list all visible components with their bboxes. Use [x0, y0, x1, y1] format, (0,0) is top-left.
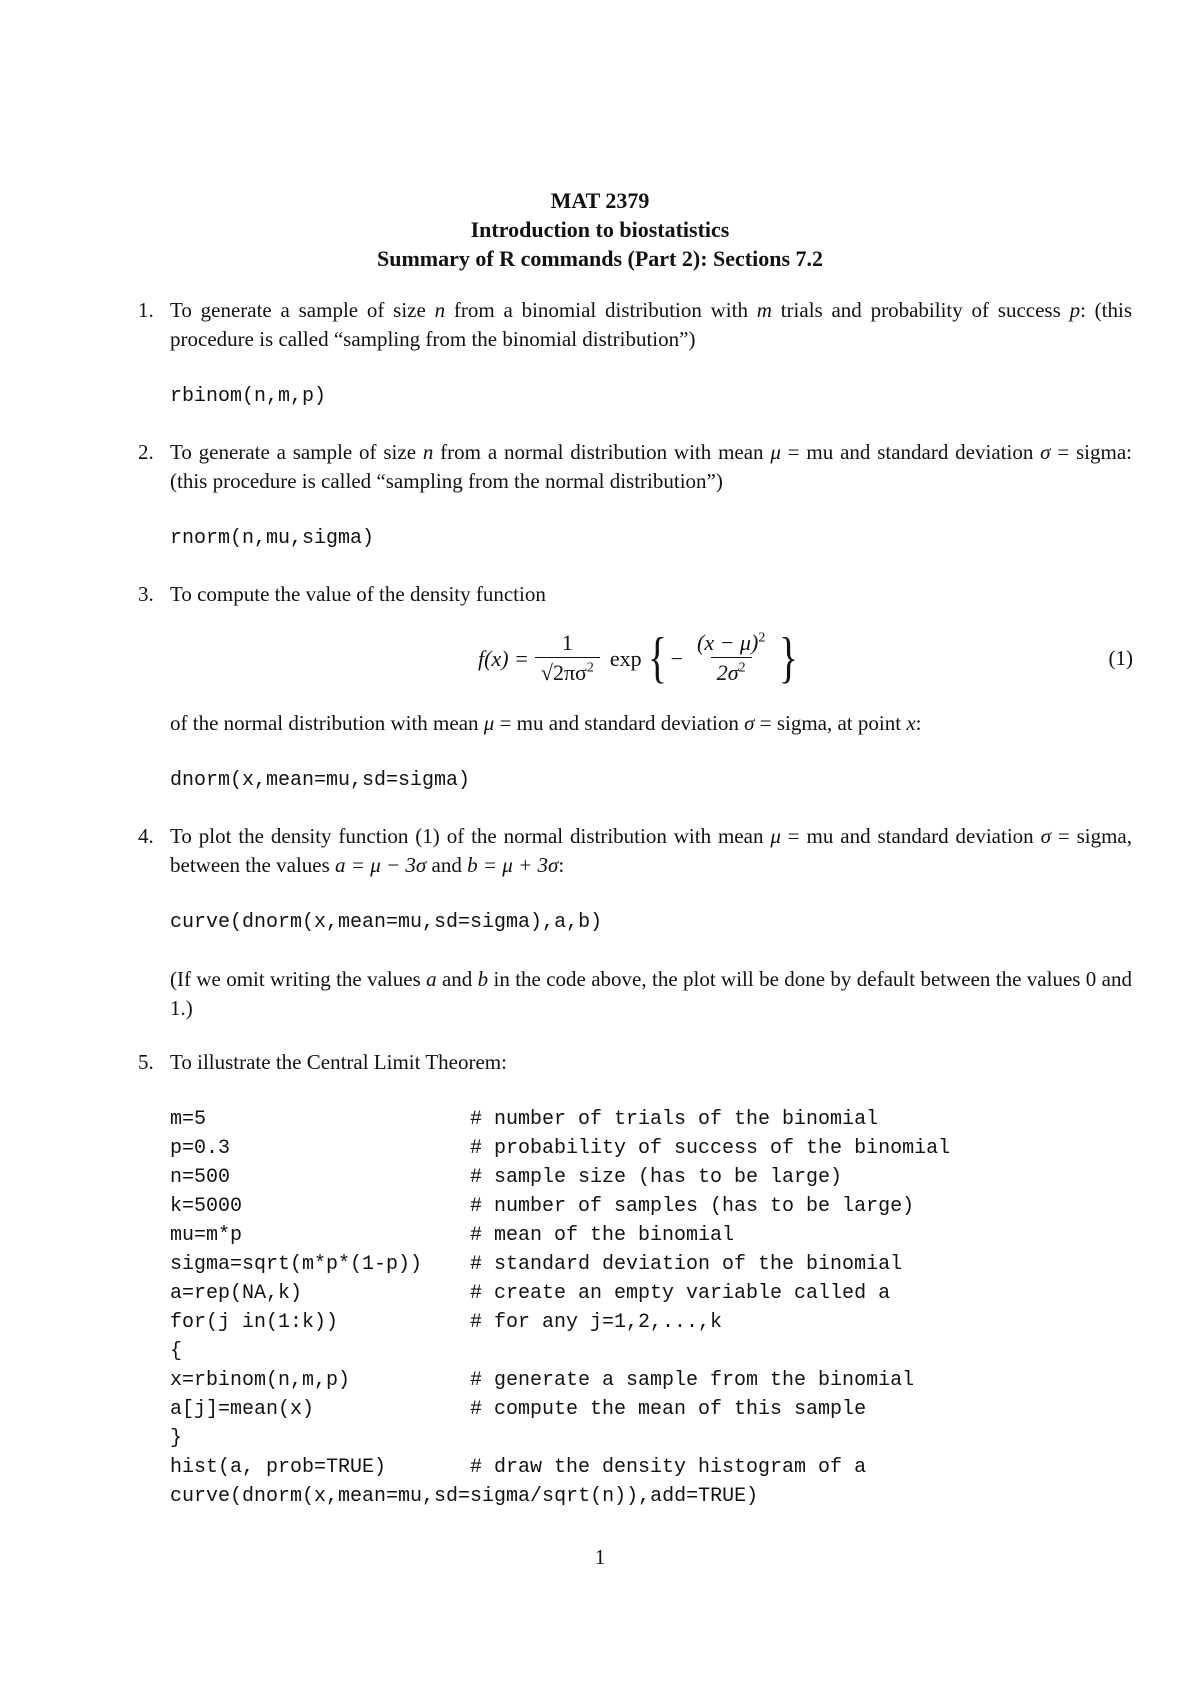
item-number: 4.: [138, 824, 154, 848]
code-comment: # number of trials of the binomial: [470, 1108, 879, 1131]
code-comment: # draw the density histogram of a: [470, 1456, 867, 1479]
code-line: [170, 1366, 1132, 1395]
code-line: [170, 1279, 1132, 1308]
page-number: 1: [594, 1545, 606, 1569]
code-statement: x=rbinom(n,m,p): [170, 1369, 351, 1392]
item-number: 1.: [138, 298, 154, 322]
code-line: [170, 1192, 1132, 1221]
formula-expression: f(x) = $\frac{1}{√2\pi\sigma^2}$ exp { − $\frac{(x - \mu)^2}{2\sigma^2}$ }: [478, 627, 799, 689]
code-snippet: rbinom(n,m,p): [170, 385, 327, 408]
item-text: To generate a sample of size n from a binomial distribution with m trials and probability of success p: (this procedure is called “sampling from the binomial distribution”): [170, 298, 1133, 351]
code-statement: }: [170, 1427, 183, 1450]
equation-number: (1): [1108, 645, 1133, 670]
code-comment: # sample size (has to be large): [470, 1166, 843, 1189]
code-line: [170, 1453, 1132, 1482]
code-line: [170, 1134, 1132, 1163]
item-number: 3.: [138, 582, 154, 606]
code-statement: n=500: [170, 1166, 231, 1189]
code-block: [170, 1105, 1132, 1511]
code-snippet: dnorm(x,mean=mu,sd=sigma): [170, 769, 471, 792]
item-text: of the normal distribution with mean μ = mu and standard deviation σ = sigma, at point x:: [170, 711, 922, 735]
item-text: To plot the density function (1) of the normal distribution with mean μ = mu and standard deviation σ = sigma, between the values a = μ − 3σ and b = μ + 3σ:: [170, 824, 1132, 877]
code-statement: p=0.3: [170, 1137, 231, 1160]
code-statement: a=rep(NA,k): [170, 1282, 303, 1305]
code-comment: # compute the mean of this sample: [470, 1398, 867, 1421]
code-comment: # for any j=1,2,...,k: [470, 1311, 723, 1334]
code-comment: # mean of the binomial: [470, 1224, 735, 1247]
item-note: (If we omit writing the values a and b in the code above, the plot will be done by default between the values 0 and 1.): [170, 967, 1132, 1020]
item-number: 2.: [138, 440, 154, 464]
course-code: MAT 2379: [550, 188, 650, 213]
code-line: [170, 1308, 1132, 1337]
code-line: [170, 1221, 1132, 1250]
code-line: [170, 1105, 1132, 1134]
code-statement: m=5: [170, 1108, 207, 1131]
document-title: Introduction to biostatistics: [470, 217, 730, 242]
code-snippet: curve(dnorm(x,mean=mu,sd=sigma),a,b): [170, 911, 603, 934]
code-line: [170, 1395, 1132, 1424]
code-statement: k=5000: [170, 1195, 243, 1218]
code-line: [170, 1250, 1132, 1279]
code-comment: # create an empty variable called a: [470, 1282, 891, 1305]
code-statement: a[j]=mean(x): [170, 1398, 315, 1421]
code-comment: # probability of success of the binomial: [470, 1137, 951, 1160]
code-comment: # number of samples (has to be large): [470, 1195, 915, 1218]
code-line: [170, 1482, 1132, 1511]
code-statement: mu=m*p: [170, 1224, 243, 1247]
code-statement: for(j in(1:k)): [170, 1311, 339, 1334]
item-text: To generate a sample of size n from a normal distribution with mean μ = mu and standard deviation σ = sigma: (this procedure is called “sampling from the normal distribution”): [170, 440, 1132, 493]
document-header: [0, 186, 1200, 273]
code-comment: # standard deviation of the binomial: [470, 1253, 903, 1276]
item-text: To illustrate the Central Limit Theorem:: [170, 1050, 507, 1074]
code-line: [170, 1424, 1132, 1453]
code-statement: curve(dnorm(x,mean=mu,sd=sigma/sqrt(n)),add=TRUE): [170, 1485, 759, 1508]
item-number: 5.: [138, 1050, 154, 1074]
item-text: To compute the value of the density function: [170, 582, 546, 606]
code-snippet: rnorm(n,mu,sigma): [170, 527, 375, 550]
code-line: [170, 1337, 1132, 1366]
code-statement: {: [170, 1340, 183, 1363]
code-statement: hist(a, prob=TRUE): [170, 1456, 387, 1479]
code-line: [170, 1163, 1132, 1192]
document-subtitle: Summary of R commands (Part 2): Sections 7.2: [376, 246, 824, 271]
code-statement: sigma=sqrt(m*p*(1-p)): [170, 1253, 423, 1276]
code-comment: # generate a sample from the binomial: [470, 1369, 915, 1392]
